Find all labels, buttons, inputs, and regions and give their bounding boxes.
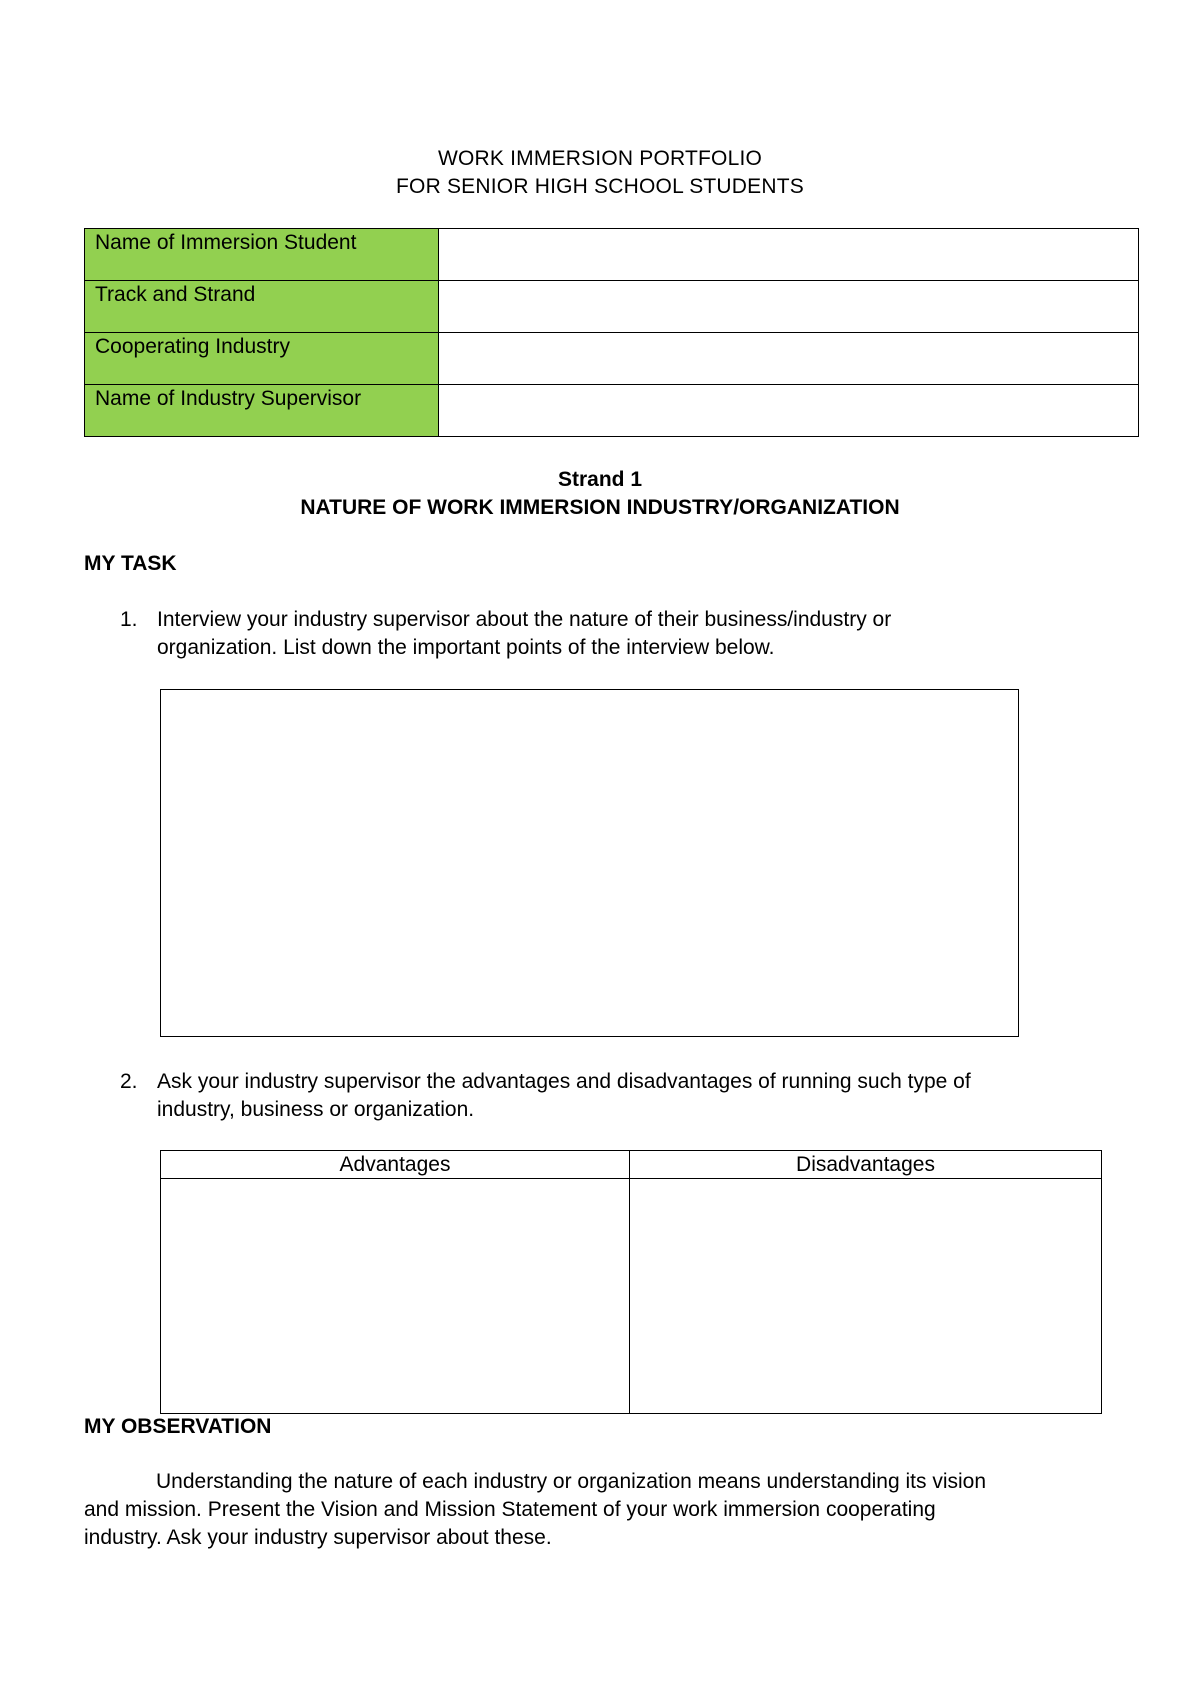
task-item-1	[120, 606, 1120, 662]
student-name-label: Name of Immersion Student	[85, 229, 439, 281]
cooperating-industry-label: Cooperating Industry	[85, 333, 439, 385]
table-row	[85, 229, 1139, 281]
my-observation-heading: MY OBSERVATION	[84, 1415, 272, 1438]
observation-line	[84, 1468, 1124, 1496]
table-row	[85, 281, 1139, 333]
task-item-text	[157, 1068, 1117, 1124]
disadvantages-answer-cell[interactable]	[630, 1179, 1102, 1414]
task-item-text-line: Ask your industry supervisor the advantages and disadvantages of running such type of	[157, 1070, 971, 1093]
student-info-table	[84, 228, 1139, 437]
my-task-heading: MY TASK	[84, 552, 177, 575]
document-title-line2: FOR SENIOR HIGH SCHOOL STUDENTS	[396, 175, 804, 198]
advantages-disadvantages-table	[160, 1150, 1102, 1414]
observation-line: and mission. Present the Vision and Mission Statement of your work immersion cooperating	[84, 1498, 936, 1521]
observation-line: industry. Ask your industry supervisor about these.	[84, 1526, 552, 1549]
cooperating-industry-field[interactable]	[439, 333, 1139, 385]
industry-supervisor-field[interactable]	[439, 385, 1139, 437]
table-row	[85, 333, 1139, 385]
advantages-header: Advantages	[161, 1151, 630, 1179]
track-strand-field[interactable]	[439, 281, 1139, 333]
advantages-answer-cell[interactable]	[161, 1179, 630, 1414]
disadvantages-header: Disadvantages	[630, 1151, 1102, 1179]
task-item-number: 2.	[120, 1070, 138, 1093]
strand-title: NATURE OF WORK IMMERSION INDUSTRY/ORGANIZATION	[300, 496, 900, 519]
track-strand-label: Track and Strand	[85, 281, 439, 333]
observation-paragraph	[84, 1468, 1124, 1552]
task-item-text-line: industry, business or organization.	[157, 1098, 475, 1121]
task-item-text-line: organization. List down the important points of the interview below.	[157, 636, 775, 659]
task-item-text	[157, 606, 1117, 662]
task-item-number: 1.	[120, 608, 138, 631]
student-name-field[interactable]	[439, 229, 1139, 281]
task-item-text-line: Interview your industry supervisor about the nature of their business/industry or	[157, 608, 892, 631]
table-header-row	[161, 1151, 1102, 1179]
strand-number: Strand 1	[557, 468, 643, 491]
task-item-2	[120, 1068, 1120, 1124]
table-row	[161, 1179, 1102, 1414]
table-row	[85, 385, 1139, 437]
interview-answer-box[interactable]	[160, 689, 1019, 1037]
observation-text: Understanding the nature of each industry or organization means understanding its vision	[156, 1470, 987, 1493]
document-title-line1: WORK IMMERSION PORTFOLIO	[437, 147, 763, 170]
industry-supervisor-label: Name of Industry Supervisor	[85, 385, 439, 437]
